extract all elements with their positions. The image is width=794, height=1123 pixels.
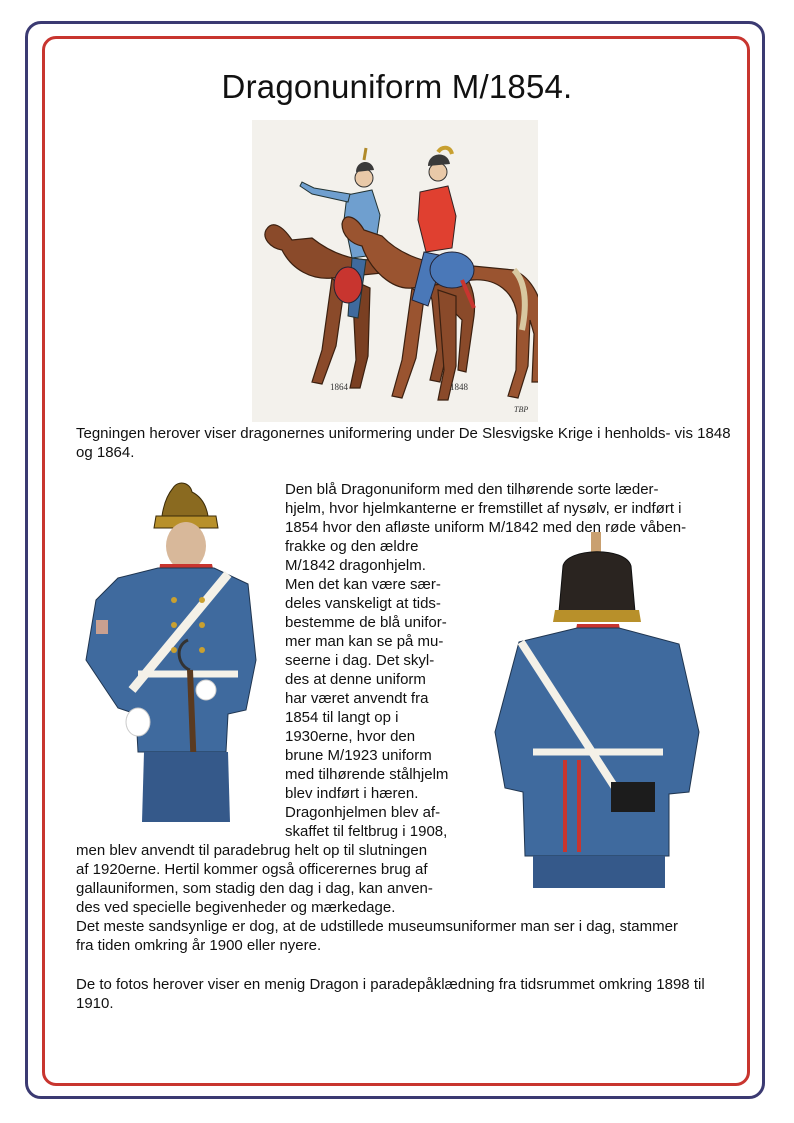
body-line-7: deles vanskeligt at tids- — [285, 595, 441, 612]
body-line-13: 1854 til langt op i — [285, 709, 399, 726]
body-line-17: blev indført i hæren. — [285, 785, 419, 802]
body-line-12: har været anvendt fra — [285, 690, 429, 707]
body-line-5: M/1842 dragonhjelm. — [285, 557, 426, 574]
body-line-9: mer man kan se på mu- — [285, 633, 444, 650]
uniform-front-photo — [78, 470, 258, 822]
body-line-2: hjelm, hvor hjelmkanterne er fremstillet af nysølv, er indført i — [285, 500, 682, 517]
body-line-6: Men det kan være sær- — [285, 576, 441, 593]
body-line-24: Det meste sandsynlige er dog, at de udstillede museumsuniformer man ser i dag, stammer — [76, 918, 678, 935]
drawing-label-1864: 1864 — [330, 382, 348, 392]
body-line-14: 1930erne, hvor den — [285, 728, 416, 745]
body-line-18: Dragonhjelmen blev af- — [285, 804, 441, 821]
drawing-signature: TBP — [514, 405, 529, 414]
body-line-8: bestemme de blå unifor- — [285, 614, 447, 631]
body-line-11: des at denne uniform — [285, 671, 426, 688]
body-line-1: Den blå Dragonuniform med den tilhørende sorte læder- — [285, 481, 659, 498]
body-line-16: med tilhørende stålhjelm — [285, 766, 449, 783]
body-line-3: 1854 hvor den afløste uniform M/1842 med den røde våben- — [285, 519, 687, 536]
body-line-19: skaffet til feltbrug i 1908, — [285, 823, 448, 840]
page-title: Dragonuniform M/1854. — [221, 68, 573, 105]
drawing-label-1848: 1848 — [450, 382, 468, 392]
body-line-23: des ved specielle begivenheder og mærkedage. — [76, 899, 396, 916]
drawing-caption: Tegningen herover viser dragonernes uniformering under De Slesvigske Krige i henholds- vis 1848 og 1864. — [76, 425, 731, 461]
body-line-10: seerne i dag. Det skyl- — [285, 652, 435, 669]
body-line-4: frakke og den ældre — [285, 538, 419, 555]
dragoons-drawing — [252, 120, 538, 422]
photos-caption: De to fotos herover viser en menig Dragon i paradepåklædning fra tidsrummet omkring 1898 til 1910. — [76, 976, 705, 1012]
body-line-21: af 1920erne. Hertil kommer også officerernes brug af — [76, 861, 428, 878]
body-line-20: men blev anvendt til paradebrug helt op til slutningen — [76, 842, 428, 859]
uniform-back-photo — [493, 532, 708, 888]
body-line-15: brune M/1923 uniform — [285, 747, 432, 764]
body-line-22: gallauniformen, som stadig den dag i dag, kan anven- — [76, 880, 433, 897]
body-line-25: fra tiden omkring år 1900 eller nyere. — [76, 937, 322, 954]
